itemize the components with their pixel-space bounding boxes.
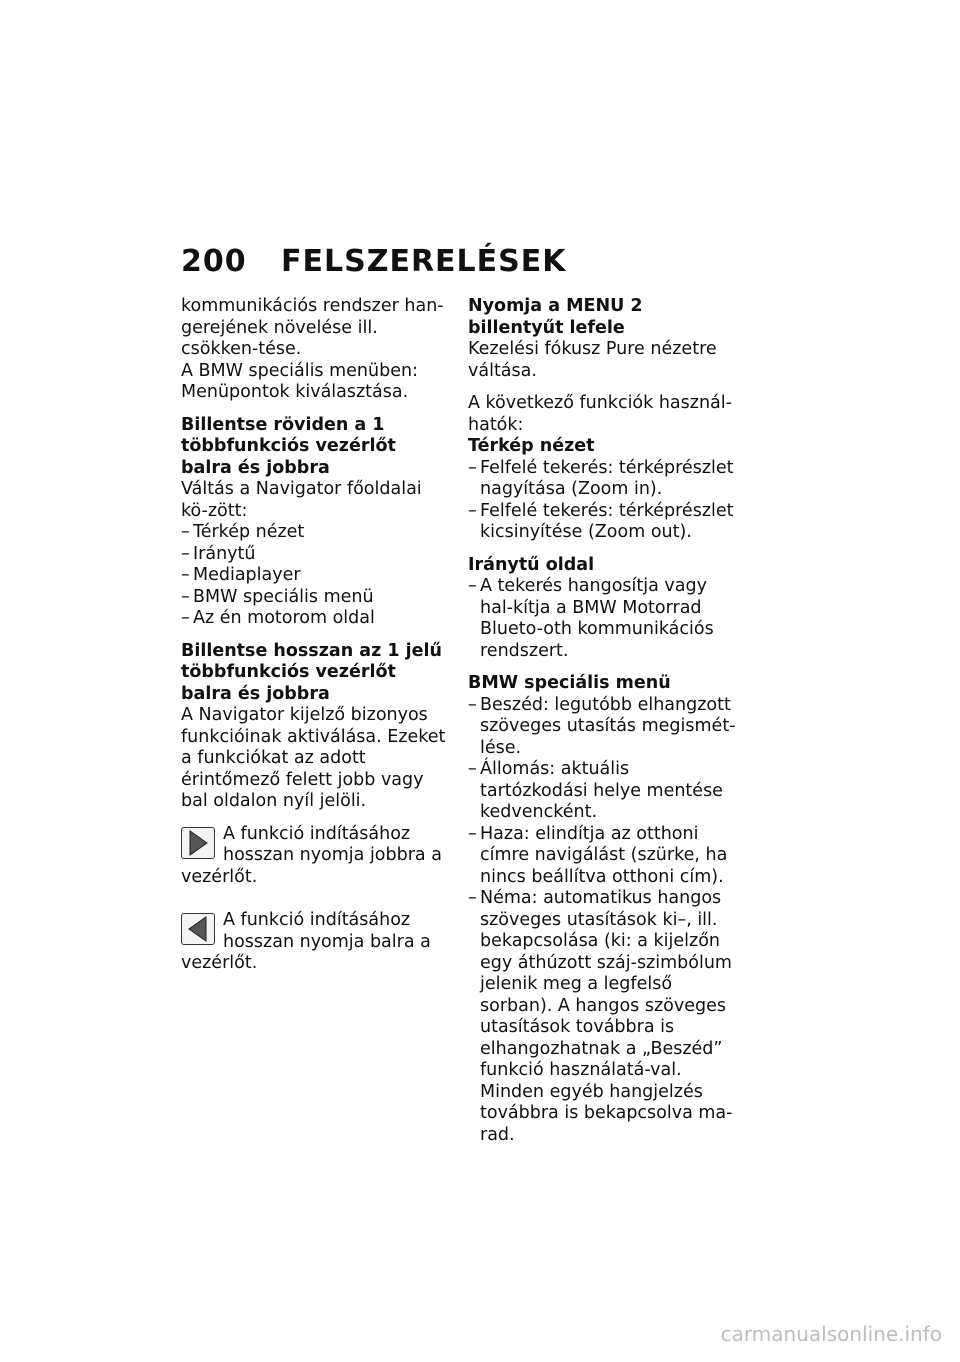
page-number: 200 bbox=[181, 244, 247, 279]
heading-map-view: Térkép nézet bbox=[468, 436, 595, 456]
intro-text-1: kommunikációs rendszer han-gerejének növelése ill. csökken-tése. bbox=[181, 296, 444, 359]
list-item: – Térkép nézet bbox=[181, 522, 449, 544]
list-item: – Felfelé tekerés: térképrészlet kicsinyítése (Zoom out). bbox=[468, 501, 736, 544]
map-view-list bbox=[468, 458, 736, 544]
icon-right-text: A funkció indításához hosszan nyomja jobbra a vezérlőt. bbox=[181, 823, 442, 887]
right-column bbox=[468, 296, 736, 1157]
heading-long-tilt: Billentse hosszan az 1 jelű többfunkciós vezérlőt balra és jobbra bbox=[181, 640, 442, 704]
arrow-right-icon bbox=[181, 827, 215, 859]
list-item: – Beszéd: legutóbb elhangzott szöveges utasítás megismét-lése. bbox=[468, 695, 736, 760]
intro-text-2: A BMW speciális menüben: Menüpontok kiválasztása. bbox=[181, 360, 418, 402]
list-item: – Néma: automatikus hangos szöveges utasítások ki–, ill. bekapcsolása (ki: a kijelzőn egy áthúzott száj-szimbólum jelenik meg a legfelső sorban). A hangos szöveges utasítások továbbra is elhangozhatnak a „Beszéd” funkció használatá-val. Minden egyéb hangjelzés továbbra is bekapcsolva ma-rad. bbox=[468, 888, 736, 1146]
list-item: – Az én motorom oldal bbox=[181, 608, 449, 630]
functions-intro: A következő funkciók használ-hatók: bbox=[468, 393, 732, 435]
arrow-left-icon bbox=[181, 913, 215, 945]
page-list bbox=[181, 522, 449, 630]
icon-left-paragraph bbox=[181, 910, 449, 975]
icon-right-paragraph bbox=[181, 824, 449, 889]
icon-left-text: A funkció indításához hosszan nyomja balra a vezérlőt. bbox=[181, 910, 431, 973]
special-menu-list bbox=[468, 695, 736, 1147]
page-title: FELSZERELÉSEK bbox=[281, 244, 567, 279]
compass-list bbox=[468, 576, 736, 662]
list-item: – Haza: elindítja az otthoni címre navigálást (szürke, ha nincs beállítva otthoni cím). bbox=[468, 824, 736, 889]
watermark: carmanualsonline.info bbox=[720, 1322, 942, 1346]
list-item: – Mediaplayer bbox=[181, 565, 449, 587]
short-tilt-text: Váltás a Navigator főoldalai kö-zött: bbox=[181, 479, 422, 521]
heading-bmw-special-menu: BMW speciális menü bbox=[468, 673, 671, 693]
left-column bbox=[181, 296, 449, 997]
list-item: – BMW speciális menü bbox=[181, 587, 449, 609]
page-header bbox=[181, 244, 567, 279]
list-item: – Iránytű bbox=[181, 544, 449, 566]
heading-short-tilt: Billentse röviden a 1 többfunkciós vezérlőt balra és jobbra bbox=[181, 414, 396, 478]
long-tilt-text: A Navigator kijelző bizonyos funkcióinak aktiválása. Ezeket a funkciókat az adott érintőmező felett jobb vagy bal oldalon nyíl jelöli. bbox=[181, 705, 446, 811]
heading-compass: Iránytű oldal bbox=[468, 554, 595, 575]
menu-button-text: Kezelési fókusz Pure nézetre váltása. bbox=[468, 339, 717, 381]
list-item: – Felfelé tekerés: térképrészlet nagyítása (Zoom in). bbox=[468, 458, 736, 501]
heading-menu-button: Nyomja a MENU 2 billentyűt lefele bbox=[468, 296, 643, 338]
list-item: – A tekerés hangosítja vagy hal-kítja a BMW Motorrad Blueto-oth kommunikációs rendszert. bbox=[468, 576, 736, 662]
list-item: – Állomás: aktuális tartózkodási helye mentése kedvencként. bbox=[468, 759, 736, 824]
